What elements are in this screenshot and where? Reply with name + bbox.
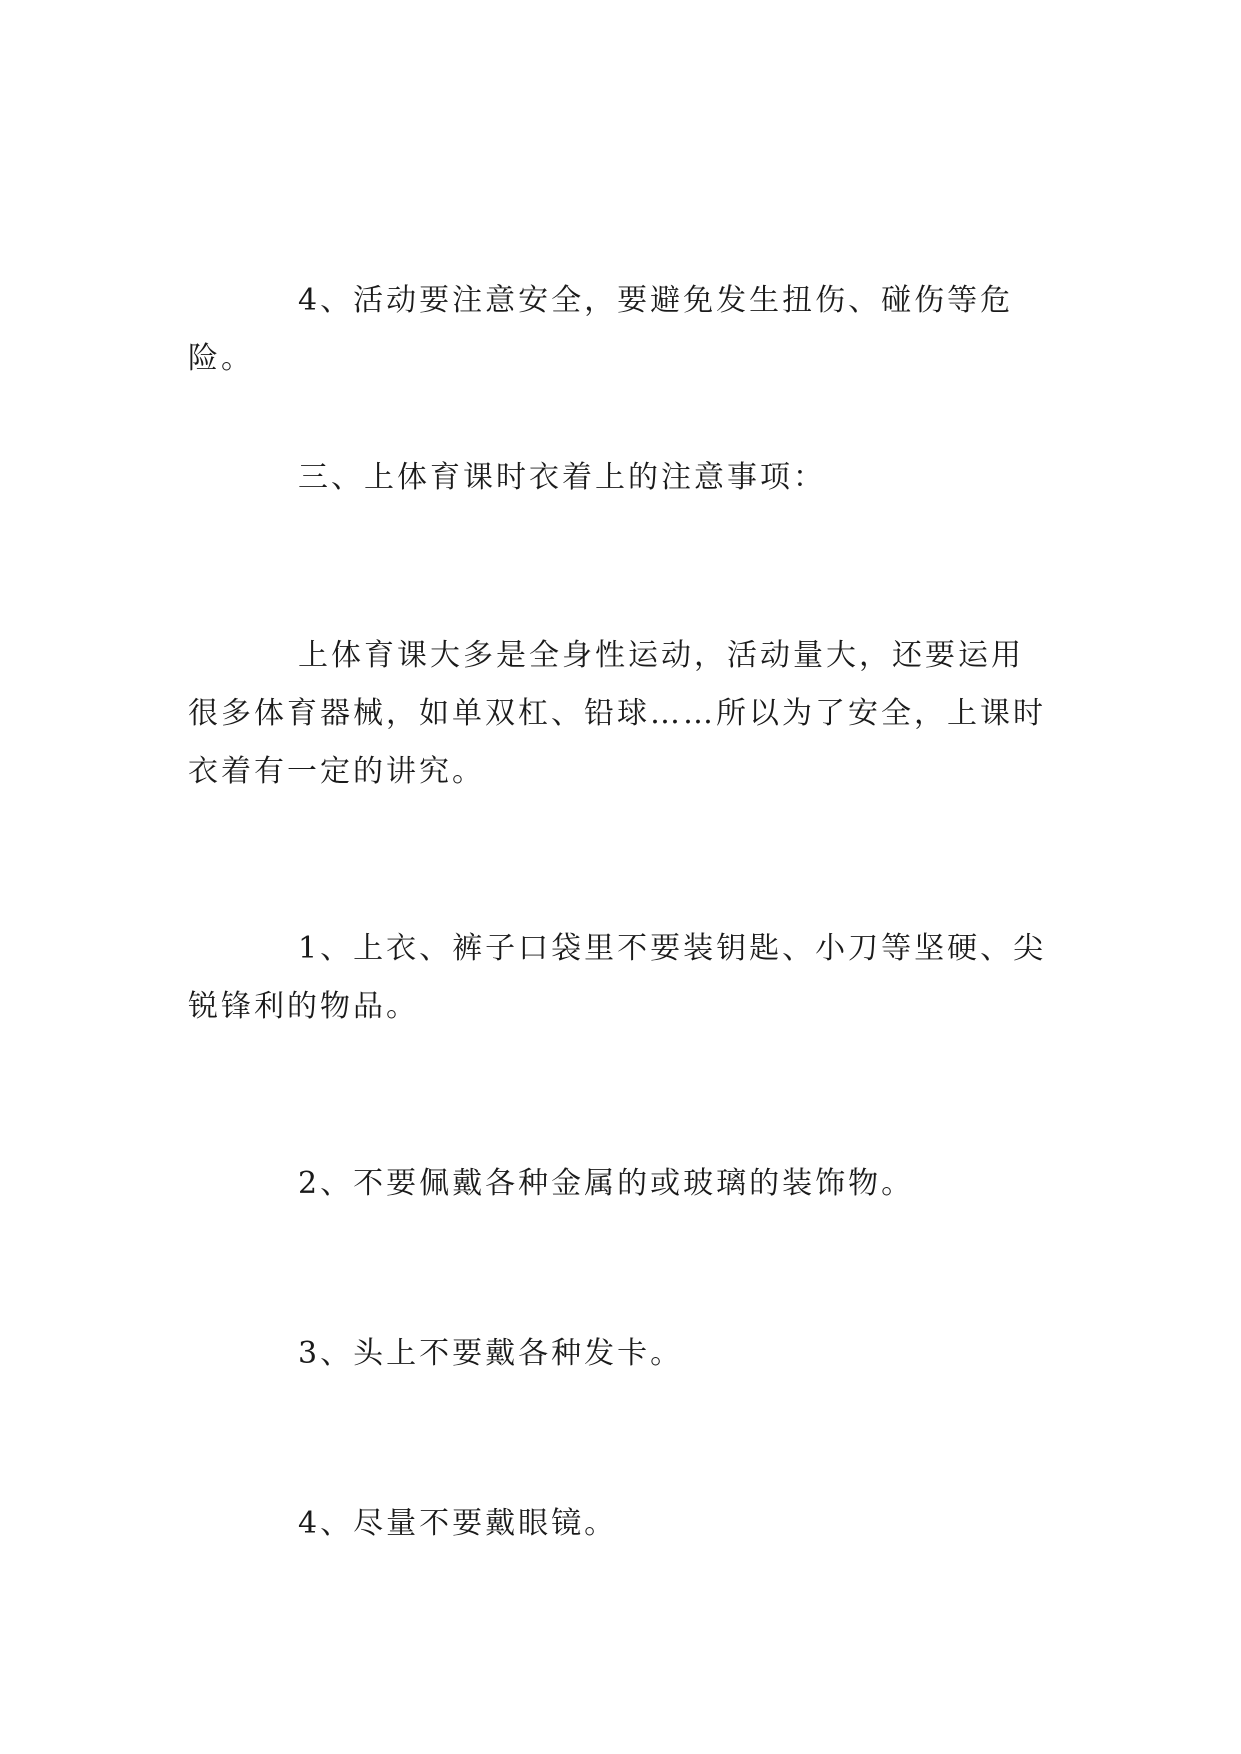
paragraph-item-1-pockets: 1、上衣、裤子口袋里不要装钥匙、小刀等坚硬、尖锐锋利的物品。 xyxy=(188,931,1047,1024)
paragraph-clothing-intro: 上体育课大多是全身性运动，活动量大，还要运用很多体育器械，如单双杠、铅球……所以为了安全，上课时衣着有一定的讲究。 xyxy=(188,638,1046,789)
paragraph-item-4-safety: 4、活动要注意安全，要避免发生扭伤、碰伤等危险。 xyxy=(188,283,1014,376)
section-heading-clothing: 三、上体育课时衣着上的注意事项： xyxy=(298,460,826,495)
paragraph-item-3-hairpins: 3、头上不要戴各种发卡。 xyxy=(298,1336,684,1371)
paragraph-item-2-ornaments: 2、不要佩戴各种金属的或玻璃的装饰物。 xyxy=(298,1166,915,1201)
paragraph-item-4-glasses: 4、尽量不要戴眼镜。 xyxy=(298,1506,618,1541)
